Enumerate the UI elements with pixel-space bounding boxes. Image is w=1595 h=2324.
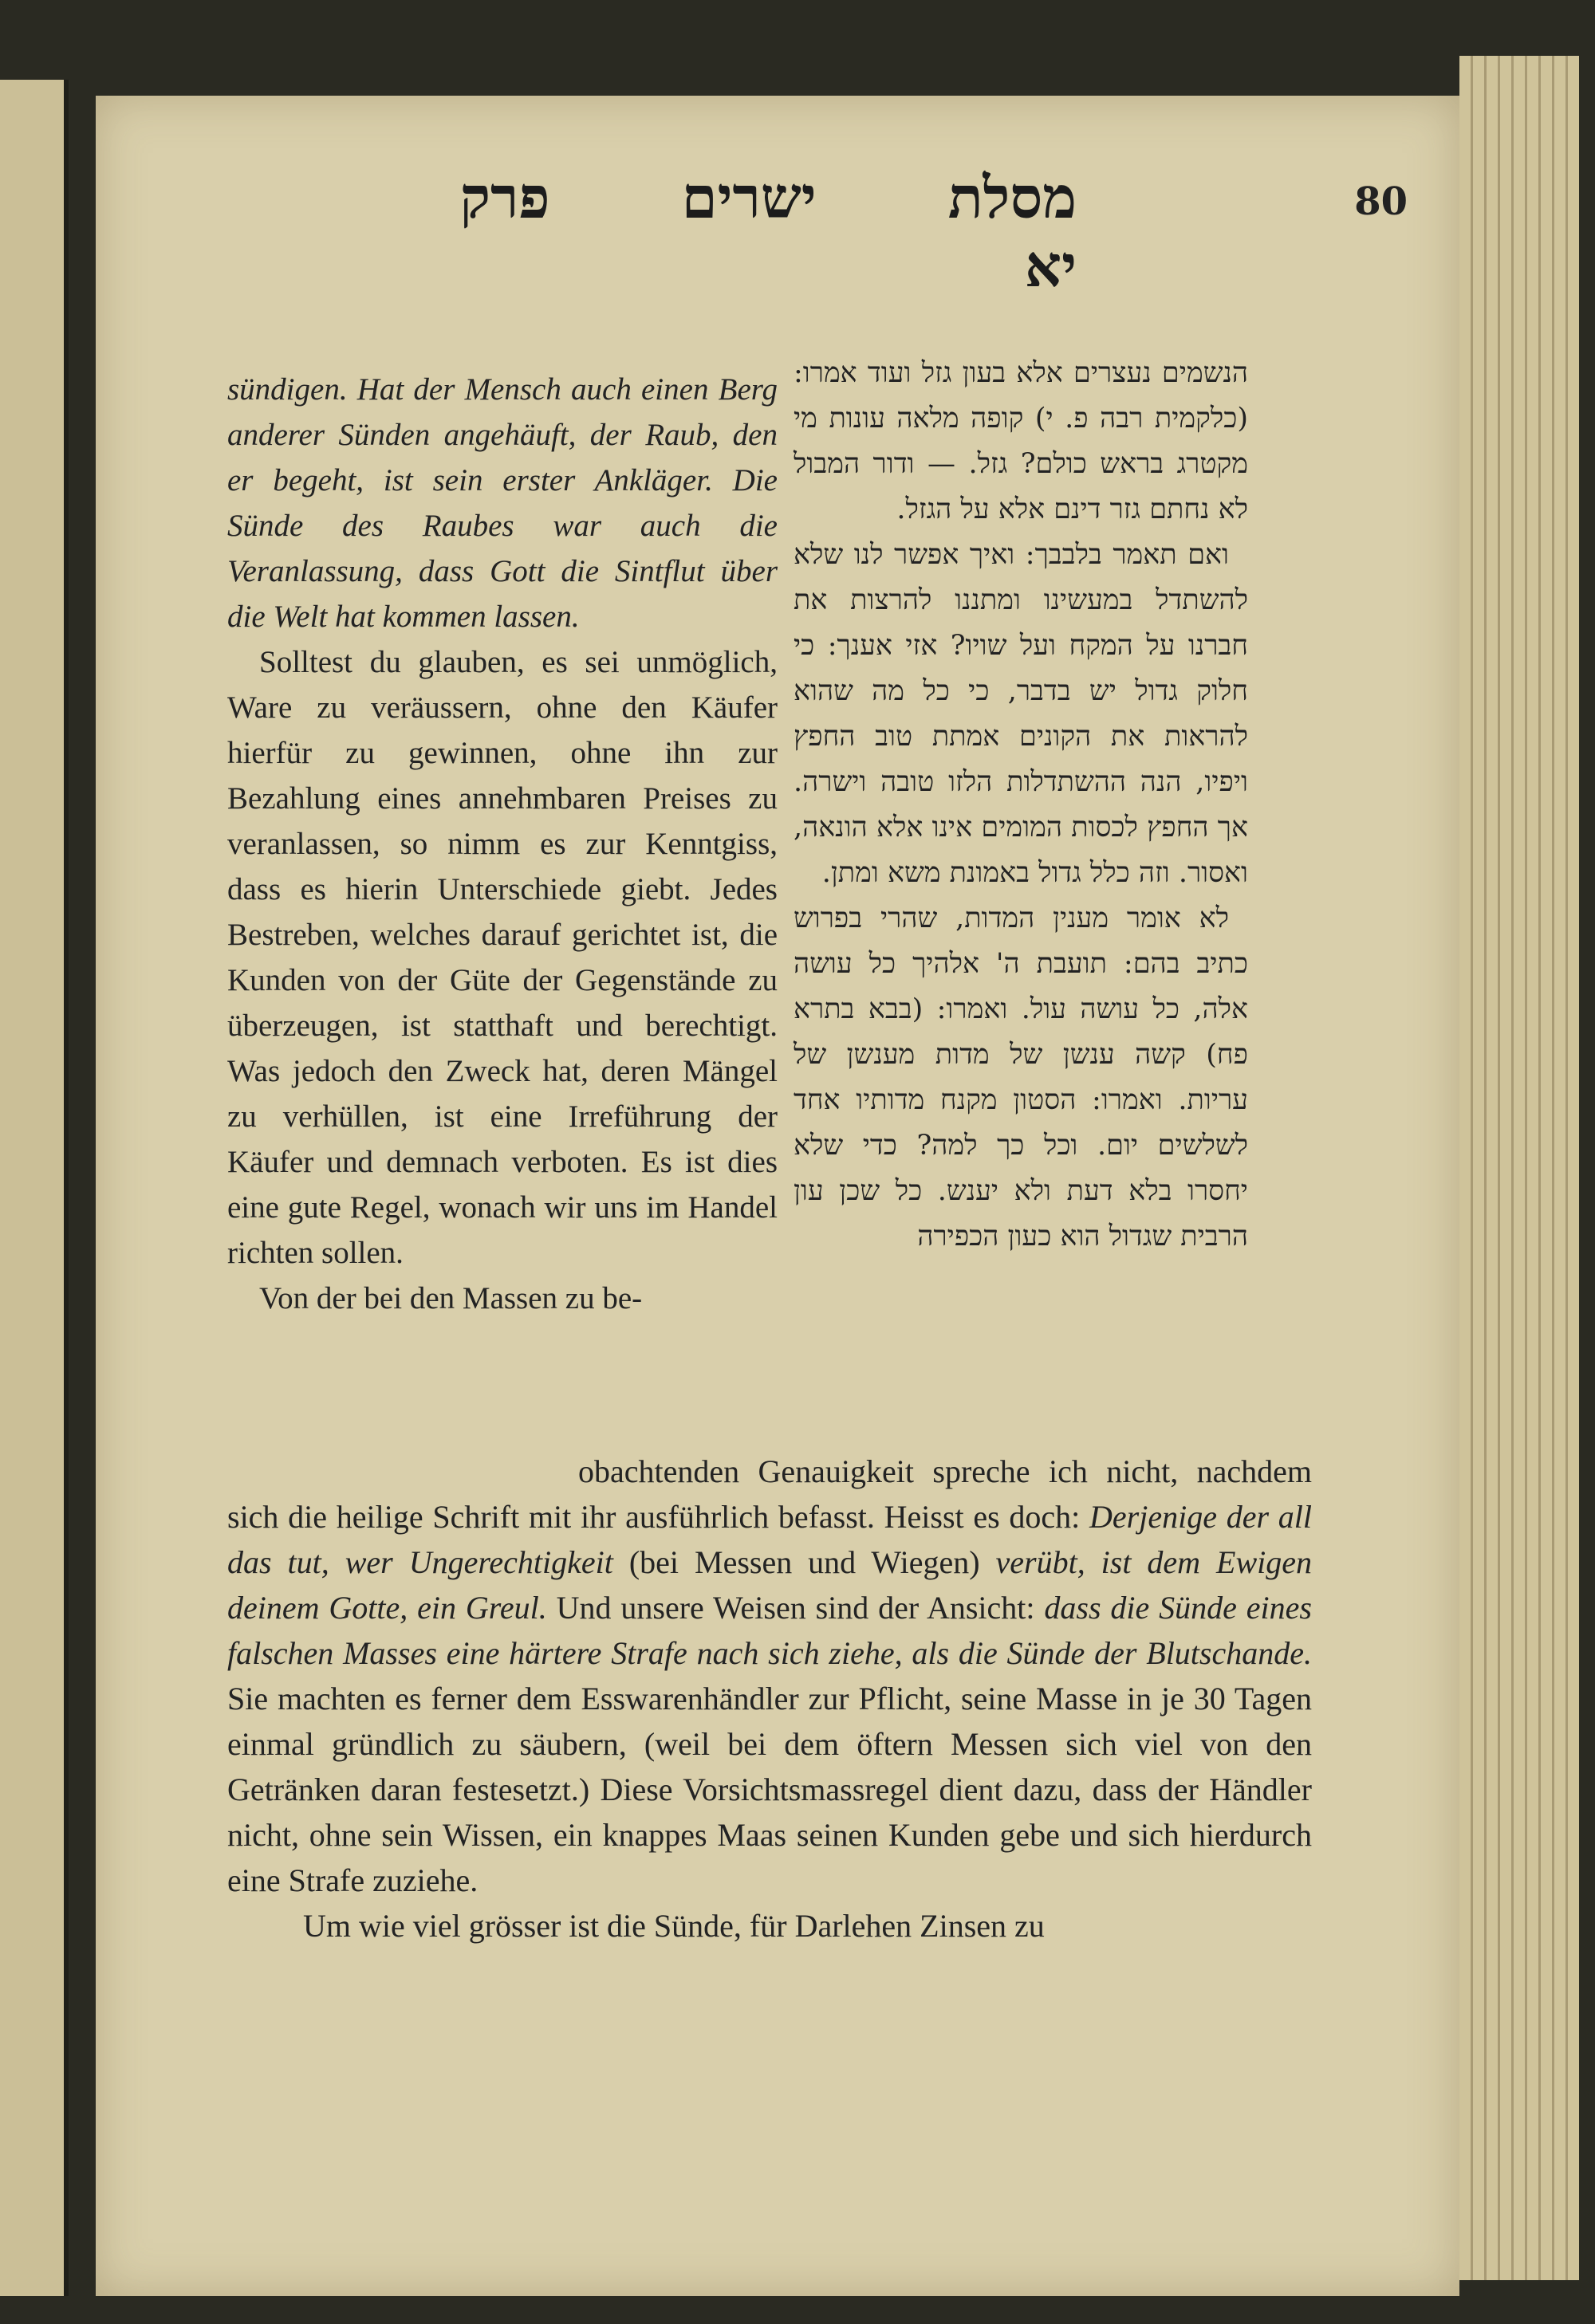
german-paragraph: Um wie viel grösser ist die Sünde, für Darlehen Zinsen zu <box>303 1908 1045 1944</box>
page-number: 80 <box>1354 179 1408 224</box>
text-run: (bei Messen und Wiegen) <box>612 1544 996 1580</box>
header-chapter: פרק יא <box>459 163 1077 300</box>
german-paragraph: Solltest du glauben, es sei unmöglich, Ware zu veräussern, ohne den Käufer hierfür zu gewinnen, ohne ihn zur Bezahlung eines annehmbaren Preises zu veranlassen, so nimm es zur Kenntgiss, dass es hierin Unterschiede giebt. Jedes Bestreben, welches darauf gerichtet ist, die Kunden von der Güte der Gegenstände zu überzeugen, ist statthaft und berechtigt. Was jedoch den Zweck hat, deren Mängel zu verhüllen, ist eine Irreführung der Käufer und demnach verboten. Es ist dies eine gute Regel, wonach wir uns im Handel richten sollen. <box>227 645 778 1270</box>
german-column <box>227 367 778 1321</box>
text-run: Sie machten es ferner dem Esswarenhändler zur Pflicht, seine Masse in je 30 Tagen einmal gründlich zu säubern, (weil bei dem öftern Messen sich viel von den Getränken daran festesetzt.) Diese Vorsichtsmassregel dient dazu, dass der Händler nicht, ohne sein Wissen, ein knappes Maas seinen Kunden gebe und sich hierdurch eine Strafe zuziehe. <box>227 1681 1312 1898</box>
german-paragraph-italic: sündigen. Hat der Mensch auch einen Berg anderer Sünden angehäuft, der Raub, den er begeht, ist sein erster Ankläger. Die Sünde des Raubes war auch die Veranlassung, dass Gott die Sintflut über die Welt hat kommen lassen. <box>227 372 778 634</box>
german-paragraph <box>227 1449 1312 1903</box>
text-run: Und unsere Weisen sind der Ansicht: <box>546 1590 1045 1626</box>
hebrew-paragraph: ואם תאמר בלבבך: ואיך אפשר לנו שלא להשתדל במעשינו ומתננו להרצות את חברנו על המקח ועל שויו? אזי אענך: כי חלוק גדול יש בדבר, כי כל מה שהוא להראות את הקונים אמתת טוב החפץ ויפיו, הנה ההשתדלות הלזו טובה וישרה. אך החפץ לכסות המומים אינו אלא הונאה, ואסור. וזה כלל גדול באמונת משא ומתן. <box>794 539 1248 889</box>
page-stack-edge <box>1459 56 1579 2280</box>
header-title-middle: ישרים <box>681 163 817 231</box>
hebrew-paragraph: לא אומר מענין המדות, שהרי בפרוש כתיב בהם: תועבת ה' אלהיך כל עושה אלה, כל עושה עול. ואמרו: (בבא בתרא פח) קשה ענשן של מדות מענשן של עריות. ואמרו: הסטון מקנח מדותיו אחד לשלשים יום. וכל כך למה? כדי שלא יחסרו בלא דעת ולא יענש. כל שכן עון הרבית שגדול הוא כעון הכפירה <box>794 902 1248 1252</box>
hebrew-column <box>794 351 1248 1260</box>
header-title-right: מסלת <box>947 163 1077 231</box>
hebrew-paragraph: הנשמים נעצרים אלא בעון גזל ועוד אמרו: (כלקמית רבה פ. י) קופה מלאה עונות מי מקטרג בראש כולם? גזל. — ודור המבול לא נחתם גזר דינם אלא על הגזל. <box>794 357 1248 525</box>
quote-run: verübt, ist dem Ewigen deinem Gotte, ein Greul. <box>227 1544 1313 1626</box>
quote-run: Derjenige der all das tut, wer Ungerechtigkeit <box>227 1499 1312 1580</box>
german-paragraph-start: Von der bei den Massen zu be- <box>259 1281 643 1315</box>
quote-run: dass die Sünde eines falschen Masses eine härtere Strafe nach sich ziehe, als die Sünde der Blutschande. <box>227 1590 1312 1671</box>
german-full-width-text <box>227 1449 1312 1948</box>
adjacent-page-edge <box>0 80 69 2296</box>
running-header <box>279 163 1077 301</box>
text-run: obachtenden Genauigkeit spreche ich nicht, nachdem sich die heilige Schrift mit ihr ausführlich befasst. Heisst es doch: <box>227 1453 1312 1535</box>
